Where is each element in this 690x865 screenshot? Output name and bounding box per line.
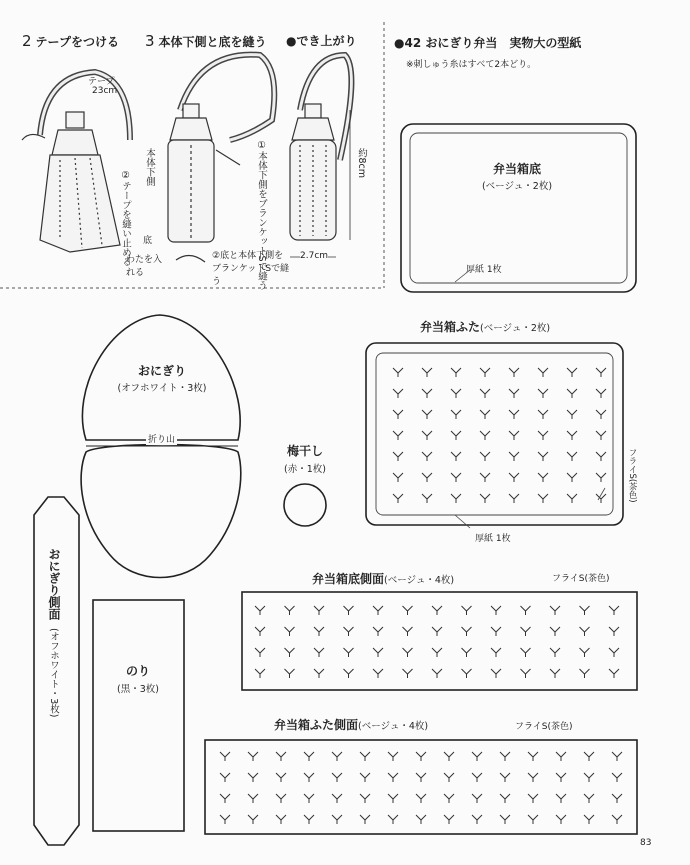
fly-stitch: [451, 431, 461, 440]
fly-stitch: [332, 815, 342, 824]
fly-stitch: [451, 389, 461, 398]
fly-stitch: [567, 452, 577, 461]
fly-stitch: [472, 773, 482, 782]
step-2-title: テープをつける: [35, 35, 119, 49]
fly-stitch: [403, 627, 413, 636]
fly-stitch: [509, 494, 519, 503]
fly-stitch: [285, 669, 295, 678]
fly-stitch: [344, 627, 354, 636]
fly-stitch: [422, 473, 432, 482]
fly-stitch: [304, 752, 314, 761]
fly-stitch: [612, 794, 622, 803]
step-3-title: 本体下側と底を縫う: [158, 35, 267, 49]
fly-stitch: [388, 752, 398, 761]
fly-stitch: [462, 669, 472, 678]
fly-stitch: [480, 368, 490, 377]
step3-stuffing-note: わたを入れる: [126, 255, 163, 278]
finished-height: 約8cm: [356, 148, 367, 179]
fly-stitch: [220, 773, 230, 782]
lid-side-label-row: [274, 716, 428, 733]
fly-stitch: [360, 794, 370, 803]
fly-stitch: [276, 752, 286, 761]
fly-stitch: [609, 669, 619, 678]
fly-stitch: [521, 606, 531, 615]
nori-label: のり: [125, 664, 151, 678]
umeboshi-sub: (赤・1枚): [284, 464, 326, 475]
fly-stitch: [462, 627, 472, 636]
fly-stitch: [451, 452, 461, 461]
step3-body-lower-label: 本体下側: [144, 148, 155, 186]
fly-stitch: [416, 773, 426, 782]
fly-stitch: [596, 389, 606, 398]
bento-lid-cardboard-line: [376, 353, 613, 515]
fly-stitch: [332, 752, 342, 761]
bottom-side-sub: (ベージュ・4枚): [384, 575, 455, 586]
finished-heading: ●でき上がり: [286, 34, 357, 48]
step3-note-1: ①本体下側をブランケットSで縫う: [256, 140, 267, 291]
fly-stitch: [403, 606, 413, 615]
fly-stitch: [255, 669, 265, 678]
onigiri-side-sub: (オフホワイト・3枚): [48, 628, 59, 718]
bento-bottom-label: 弁当箱底: [492, 162, 542, 176]
fly-stitch: [344, 648, 354, 657]
step-2-number: 2: [22, 32, 32, 50]
fly-stitch: [596, 368, 606, 377]
finished-bottle-illustration: [290, 55, 351, 257]
fly-stitch: [472, 794, 482, 803]
fly-stitch: [472, 752, 482, 761]
fly-stitch: [422, 431, 432, 440]
fly-stitch: [276, 773, 286, 782]
fly-stitch: [388, 794, 398, 803]
fly-stitch: [609, 648, 619, 657]
fly-stitch: [480, 431, 490, 440]
fly-stitch: [373, 669, 383, 678]
nori-sub: (黒・3枚): [117, 684, 159, 695]
fly-stitch: [550, 606, 560, 615]
fly-stitch: [403, 648, 413, 657]
fly-stitch: [393, 368, 403, 377]
fly-stitch: [304, 773, 314, 782]
fly-stitch: [556, 815, 566, 824]
fly-stitch: [528, 815, 538, 824]
onigiri-bottom-outline: [81, 445, 241, 578]
bottom-side-fly-stitches: [255, 606, 619, 678]
fly-stitch: [314, 627, 324, 636]
fly-stitch: [567, 389, 577, 398]
bottom-side-stitch-label: フライS(茶色): [552, 574, 610, 584]
step2-tape-label: テープ: [88, 77, 115, 87]
bento-lid-stitch-label: フライS(茶色): [627, 448, 637, 503]
fly-stitch: [612, 752, 622, 761]
fly-stitch: [416, 752, 426, 761]
fly-stitch: [393, 452, 403, 461]
fly-stitch: [491, 669, 501, 678]
step3-bottom-label: 底: [143, 236, 153, 246]
fly-stitch: [393, 389, 403, 398]
fly-stitch: [567, 494, 577, 503]
fly-stitch: [432, 627, 442, 636]
fly-stitch: [491, 606, 501, 615]
bento-bottom-outline: [401, 124, 636, 292]
fly-stitch: [521, 669, 531, 678]
fly-stitch: [521, 648, 531, 657]
bento-lid-fly-stitches: [393, 368, 606, 503]
fly-stitch: [567, 473, 577, 482]
fly-stitch: [373, 606, 383, 615]
fly-stitch: [422, 494, 432, 503]
fly-stitch: [422, 410, 432, 419]
fly-stitch: [580, 669, 590, 678]
fly-stitch: [596, 410, 606, 419]
fly-stitch: [528, 752, 538, 761]
fly-stitch: [596, 431, 606, 440]
fly-stitch: [451, 410, 461, 419]
step2-stitch-note: ②テープを縫い止める: [120, 170, 131, 267]
fly-stitch: [373, 627, 383, 636]
fly-stitch: [344, 606, 354, 615]
fly-stitch: [538, 431, 548, 440]
fly-stitch: [360, 752, 370, 761]
fly-stitch: [550, 669, 560, 678]
fly-stitch: [584, 773, 594, 782]
fly-stitch: [393, 431, 403, 440]
fly-stitch: [451, 494, 461, 503]
fly-stitch: [538, 389, 548, 398]
umeboshi-outline: [284, 484, 326, 526]
fly-stitch: [285, 627, 295, 636]
fly-stitch: [556, 794, 566, 803]
fly-stitch: [480, 389, 490, 398]
fly-stitch: [451, 473, 461, 482]
fly-stitch: [556, 752, 566, 761]
fly-stitch: [538, 452, 548, 461]
bento-lid-cardboard: 厚紙 1枚: [475, 534, 511, 544]
fly-stitch: [521, 627, 531, 636]
fly-stitch: [612, 815, 622, 824]
fly-stitch: [556, 773, 566, 782]
fly-stitch: [248, 815, 258, 824]
fly-stitch: [432, 648, 442, 657]
fly-stitch: [509, 473, 519, 482]
bento-bottom-cardboard-line: [410, 133, 627, 283]
fly-stitch: [538, 494, 548, 503]
fly-stitch: [528, 773, 538, 782]
bento-lid-label-row: [420, 318, 550, 335]
fly-stitch: [416, 815, 426, 824]
bento-lid-label: 弁当箱ふた: [420, 320, 481, 334]
fly-stitch: [509, 389, 519, 398]
fly-stitch: [596, 452, 606, 461]
fly-stitch: [255, 627, 265, 636]
fly-stitch: [304, 815, 314, 824]
fly-stitch: [480, 473, 490, 482]
fly-stitch: [500, 752, 510, 761]
onigiri-fold-label: 折り山: [146, 432, 177, 445]
step2-tape-length: 23cm: [92, 86, 118, 96]
fly-stitch: [612, 773, 622, 782]
fly-stitch: [255, 606, 265, 615]
fly-stitch: [444, 815, 454, 824]
fly-stitch: [580, 627, 590, 636]
lid-side-stitch-label: フライS(茶色): [515, 722, 573, 732]
fly-stitch: [360, 773, 370, 782]
fly-stitch: [500, 773, 510, 782]
fly-stitch: [388, 815, 398, 824]
onigiri-sub: (オフホワイト・3枚): [117, 383, 207, 394]
onigiri-label: おにぎり: [137, 364, 187, 378]
fly-stitch: [509, 410, 519, 419]
fly-stitch: [285, 648, 295, 657]
fly-stitch: [255, 648, 265, 657]
fly-stitch: [480, 410, 490, 419]
fly-stitch: [580, 648, 590, 657]
fly-stitch: [550, 627, 560, 636]
fly-stitch: [584, 815, 594, 824]
fly-stitch: [538, 410, 548, 419]
fly-stitch: [567, 410, 577, 419]
bento-bottom-cardboard: 厚紙 1枚: [466, 265, 502, 275]
fly-stitch: [538, 368, 548, 377]
step-3-number: 3: [145, 32, 155, 50]
finished-width: 2.7cm: [300, 251, 329, 261]
fly-stitch: [248, 773, 258, 782]
fly-stitch: [403, 669, 413, 678]
fly-stitch: [360, 815, 370, 824]
fly-stitch: [304, 794, 314, 803]
fly-stitch: [432, 669, 442, 678]
fly-stitch: [422, 389, 432, 398]
fly-stitch: [314, 669, 324, 678]
fly-stitch: [444, 752, 454, 761]
fly-stitch: [567, 368, 577, 377]
page-number: 83: [640, 838, 652, 848]
lid-side-sub: (ベージュ・4枚): [358, 721, 429, 732]
nori-outline: [93, 600, 184, 831]
step3-note-2: ②底と本体下側をブランケットSで縫う: [212, 251, 290, 287]
fly-stitch: [332, 794, 342, 803]
fly-stitch: [550, 648, 560, 657]
fly-stitch: [444, 794, 454, 803]
fly-stitch: [422, 368, 432, 377]
bento-bottom-sub: (ベージュ・2枚): [481, 181, 553, 192]
fly-stitch: [248, 752, 258, 761]
fly-stitch: [491, 627, 501, 636]
lid-side-label: 弁当箱ふた側面: [274, 718, 359, 732]
bottom-side-label-row: [312, 570, 454, 587]
fly-stitch: [314, 606, 324, 615]
fly-stitch: [491, 648, 501, 657]
fly-stitch: [509, 431, 519, 440]
fly-stitch: [584, 752, 594, 761]
fly-stitch: [314, 648, 324, 657]
fly-stitch: [276, 815, 286, 824]
fly-stitch: [388, 773, 398, 782]
fly-stitch: [451, 368, 461, 377]
fly-stitch: [509, 368, 519, 377]
fly-stitch: [567, 431, 577, 440]
fly-stitch: [220, 752, 230, 761]
fly-stitch: [500, 794, 510, 803]
fly-stitch: [462, 606, 472, 615]
fly-stitch: [220, 794, 230, 803]
fly-stitch: [248, 794, 258, 803]
fly-stitch: [416, 794, 426, 803]
fly-stitch: [480, 494, 490, 503]
fly-stitch: [480, 452, 490, 461]
fly-stitch: [285, 606, 295, 615]
lid-side-fly-stitches: [220, 752, 622, 824]
pattern-title: ●42 おにぎり弁当 実物大の型紙: [394, 36, 582, 50]
fly-stitch: [444, 773, 454, 782]
fly-stitch: [509, 452, 519, 461]
bento-lid-outline: [366, 343, 623, 525]
fly-stitch: [500, 815, 510, 824]
pattern-thread-note: ※刺しゅう糸はすべて2本どり。: [406, 60, 537, 70]
fly-stitch: [472, 815, 482, 824]
onigiri-side-label: おにぎり側面: [47, 548, 61, 620]
umeboshi-label: 梅干し: [286, 444, 324, 458]
fly-stitch: [528, 794, 538, 803]
fly-stitch: [580, 606, 590, 615]
fly-stitch: [609, 606, 619, 615]
fly-stitch: [422, 452, 432, 461]
bottom-side-outline: [242, 592, 637, 690]
fly-stitch: [538, 473, 548, 482]
fly-stitch: [609, 627, 619, 636]
fly-stitch: [393, 494, 403, 503]
fly-stitch: [220, 815, 230, 824]
fly-stitch: [276, 794, 286, 803]
fly-stitch: [393, 473, 403, 482]
fly-stitch: [373, 648, 383, 657]
fly-stitch: [332, 773, 342, 782]
fly-stitch: [344, 669, 354, 678]
step2-bottle-illustration: [22, 72, 131, 267]
fly-stitch: [432, 606, 442, 615]
fly-stitch: [596, 473, 606, 482]
bottom-side-label: 弁当箱底側面: [312, 572, 385, 586]
fly-stitch: [462, 648, 472, 657]
fly-stitch: [584, 794, 594, 803]
bento-lid-sub: (ベージュ・2枚): [480, 323, 551, 334]
fly-stitch: [393, 410, 403, 419]
